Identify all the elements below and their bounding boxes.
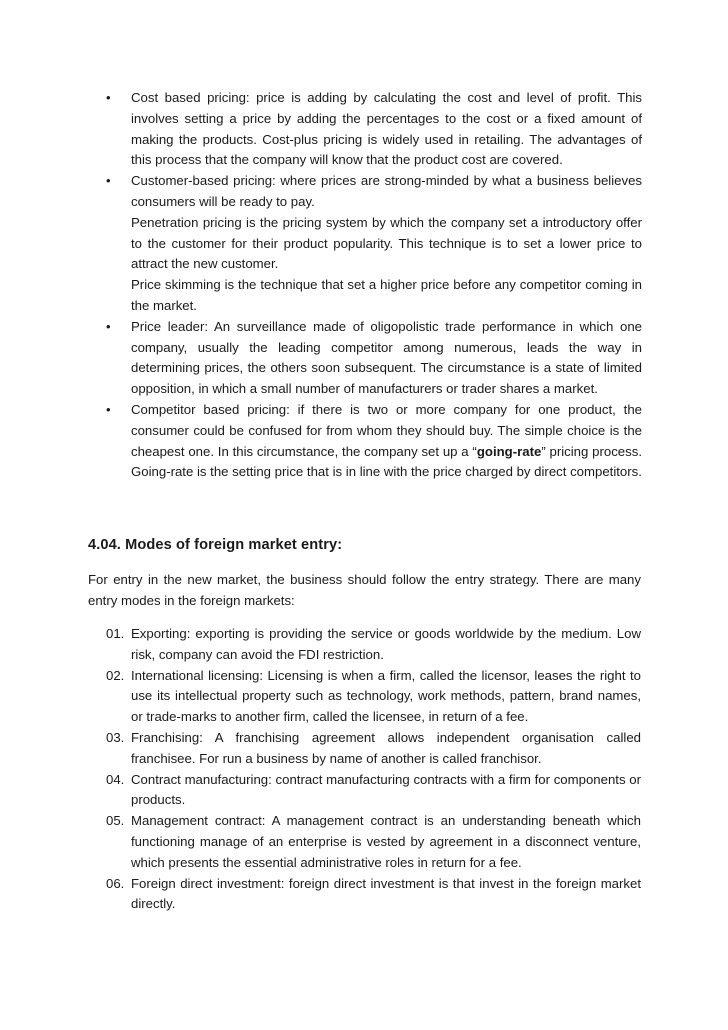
bullet-paragraph: Price leader: An surveillance made of oligopolistic trade performance in which one company, usually the leading competitor among numerous, leads the way in determining prices, the others soon subsequent. The circumstance is a state of limited opposition, in which a small number of manufacturers or trader shares a market. bbox=[131, 318, 642, 397]
list-number: 02. bbox=[106, 667, 125, 683]
bullet-text-after-bold: ” pricing process. Going-rate is the setting price that is in line with the price charged by direct competitors. bbox=[131, 443, 642, 480]
pricing-bullet-list bbox=[106, 88, 642, 483]
bullet-paragraph: Cost based pricing: price is adding by calculating the cost and level of profit. This involves setting a price by adding the percentages to the cost or a fixed amount of making the products. Cost-plus pricing is widely used in retailing. The advantages of this process that the company will know that the product cost are covered. bbox=[131, 90, 642, 168]
list-item-text: Franchising: A franchising agreement allows independent organisation called franchisee. For run a business by name of another is called franchisor. bbox=[131, 729, 641, 766]
bullet-text-before-bold: Competitor based pricing: if there is two or more company for one product, the consumer could be confused for from whom they should buy. The simple choice is the cheapest one. In this circumstance, the company set up a “ bbox=[131, 401, 642, 459]
list-item bbox=[106, 811, 641, 873]
bullet-icon: • bbox=[106, 173, 111, 189]
bullet-paragraph: Price skimming is the technique that set a higher price before any competitor coming in the market. bbox=[131, 277, 642, 313]
list-item bbox=[106, 666, 641, 728]
list-item-text: Contract manufacturing: contract manufacturing contracts with a firm for components or products. bbox=[131, 771, 641, 808]
bullet-item-cost-based bbox=[106, 88, 642, 171]
bullet-paragraph: Customer-based pricing: where prices are strong-minded by what a business believes consumers will be ready to pay. bbox=[131, 173, 642, 209]
list-item bbox=[106, 770, 641, 812]
entry-modes-list bbox=[106, 624, 641, 915]
list-item-text: Foreign direct investment: foreign direct investment is that invest in the foreign market directly. bbox=[131, 875, 641, 912]
bullet-icon: • bbox=[106, 90, 111, 105]
list-number: 06. bbox=[106, 875, 125, 891]
bold-term: going-rate bbox=[476, 443, 542, 459]
list-item bbox=[106, 874, 641, 916]
list-number: 03. bbox=[106, 729, 125, 745]
bullet-paragraph bbox=[131, 400, 642, 483]
list-item-text: Exporting: exporting is providing the service or goods worldwide by the medium. Low risk, company can avoid the FDI restriction. bbox=[131, 626, 641, 662]
section-intro: For entry in the new market, the business should follow the entry strategy. There are many entry modes in the foreign markets: bbox=[88, 572, 641, 608]
bullet-item-customer-based bbox=[106, 171, 642, 317]
bullet-item-competitor-based bbox=[106, 400, 642, 483]
list-item bbox=[106, 624, 641, 666]
list-number: 04. bbox=[106, 771, 125, 787]
bullet-paragraph: Penetration pricing is the pricing system by which the company set a introductory offer to the customer for their product popularity. This technique is to set a lower price to attract the new customer. bbox=[131, 214, 642, 272]
bullet-icon: • bbox=[106, 401, 111, 417]
list-number: 01. bbox=[106, 626, 125, 641]
bullet-item-price-leader bbox=[106, 317, 642, 400]
list-item bbox=[106, 728, 641, 770]
list-number: 05. bbox=[106, 813, 125, 829]
section-heading: 4.04. Modes of foreign market entry: bbox=[88, 537, 343, 553]
bullet-icon: • bbox=[106, 318, 111, 334]
list-item-text: International licensing: Licensing is when a firm, called the licensor, leases the right to use its intellectual property such as technology, work methods, pattern, brand names, or trade-marks to another firm, called the licensee, in return of a fee. bbox=[131, 667, 641, 725]
list-item-text: Management contract: A management contract is an understanding beneath which functioning manage of an enterprise is vested by agreement in a disconnect venture, which presents the essential administrative roles in return for a fee. bbox=[131, 813, 641, 870]
